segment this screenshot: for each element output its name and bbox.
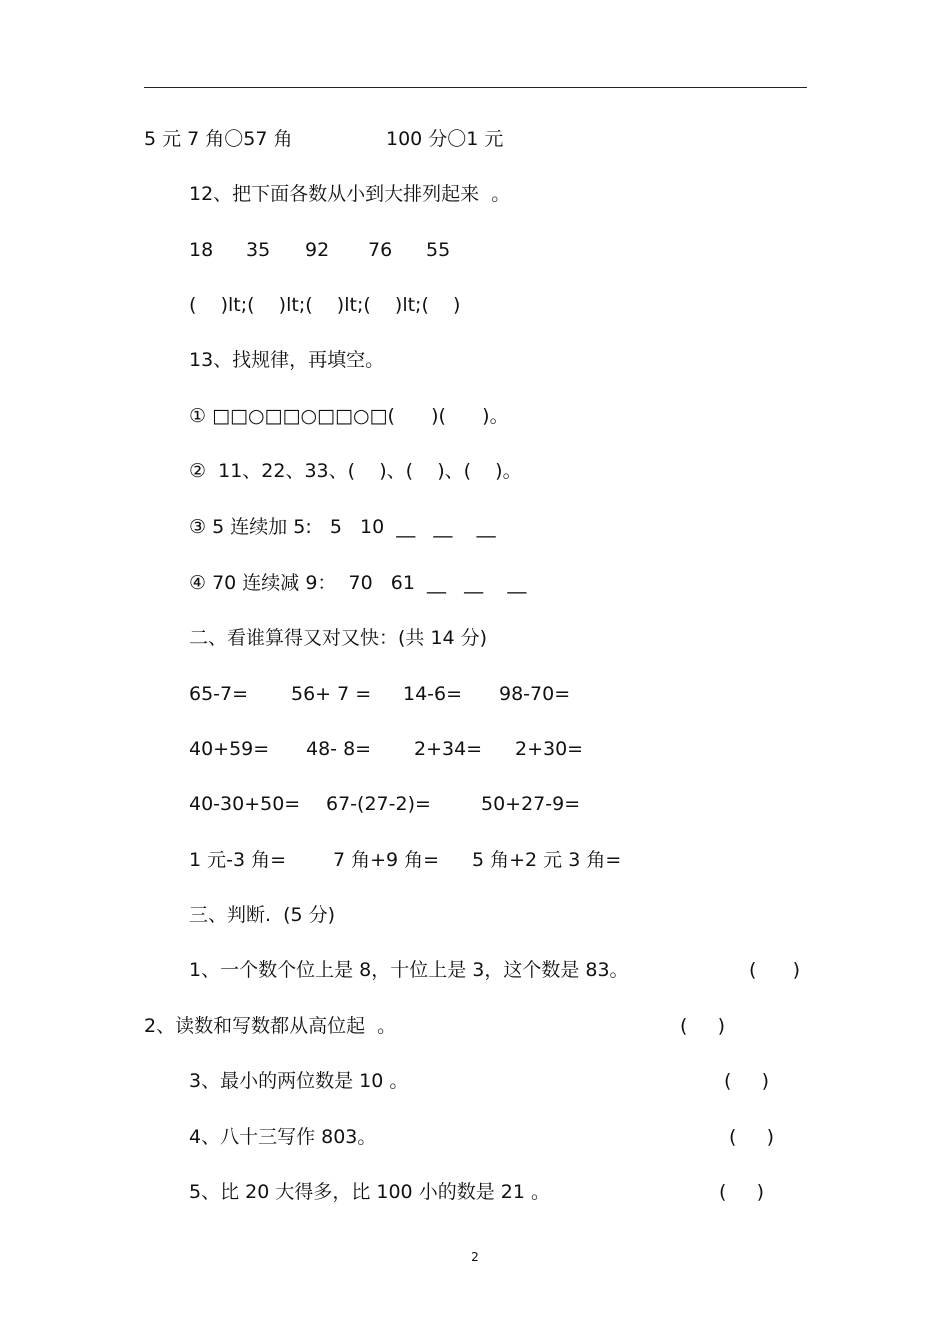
line-20-part-1: 5、比 20 大得多，比 100 小的数是 21 。 [189,1181,550,1203]
line-13-part-1: 40-30+50= [189,793,301,815]
line-17-part-2: ( ) [680,1015,726,1037]
line-11-part-2: 56+ 7 = [291,683,372,705]
line-6-part-1: ① □□○□□○□□○□( )( )。 [189,405,509,427]
line-16-part-2: ( ) [749,959,801,981]
header-rule [144,87,807,88]
line-12-part-3: 2+34= [414,738,483,760]
line-18-part-1: 3、最小的两位数是 10 。 [189,1070,409,1092]
line-8-part-1: ③ 5 连续加 5: 5 10 __ __ __ [189,516,496,538]
line-16-part-1: 1、一个数个位上是 8，十位上是 3，这个数是 83。 [189,959,629,981]
line-7-part-1: ② 11、22、33、( )、( )、( )。 [189,460,522,482]
line-13-part-3: 50+27-9= [481,793,581,815]
line-18-part-2: ( ) [724,1070,770,1092]
line-13-part-2: 67-(27-2)= [326,793,431,815]
line-14-part-2: 7 角+9 角= [333,849,440,871]
line-5-part-1: 13、找规律，再填空。 [189,349,385,371]
line-12-part-4: 2+30= [515,738,584,760]
line-12-part-1: 40+59= [189,738,270,760]
line-11-part-4: 98-70= [499,683,571,705]
line-2-part-1: 12、把下面各数从小到大排列起来 。 [189,183,511,205]
page-number: 2 [471,1250,479,1264]
line-12-part-2: 48- 8= [306,738,372,760]
line-3-part-3: 92 [305,239,330,261]
line-3-part-4: 76 [368,239,393,261]
line-14-part-1: 1 元-3 角= [189,849,287,871]
line-14-part-3: 5 角+2 元 3 角= [472,849,622,871]
line-11-part-1: 65-7= [189,683,249,705]
line-1-part-1: 5 元 7 角〇57 角 [144,128,293,150]
line-9-part-1: ④ 70 连续减 9： 70 61 __ __ __ [189,572,527,594]
line-20-part-2: ( ) [719,1181,765,1203]
line-1-part-2: 100 分〇1 元 [386,128,504,150]
line-4-part-1: ( )lt;( )lt;( )lt;( )lt;( ) [189,294,461,316]
line-3-part-1: 18 [189,239,214,261]
line-15-part-1: 三、判断. (5 分) [189,904,336,926]
line-19-part-2: ( ) [729,1126,775,1148]
line-3-part-5: 55 [426,239,451,261]
line-17-part-1: 2、读数和写数都从高位起 。 [144,1015,397,1037]
line-3-part-2: 35 [246,239,271,261]
line-11-part-3: 14-6= [403,683,463,705]
line-19-part-1: 4、八十三写作 803。 [189,1126,377,1148]
line-10-part-1: 二、看谁算得又对又快：(共 14 分) [189,627,488,649]
